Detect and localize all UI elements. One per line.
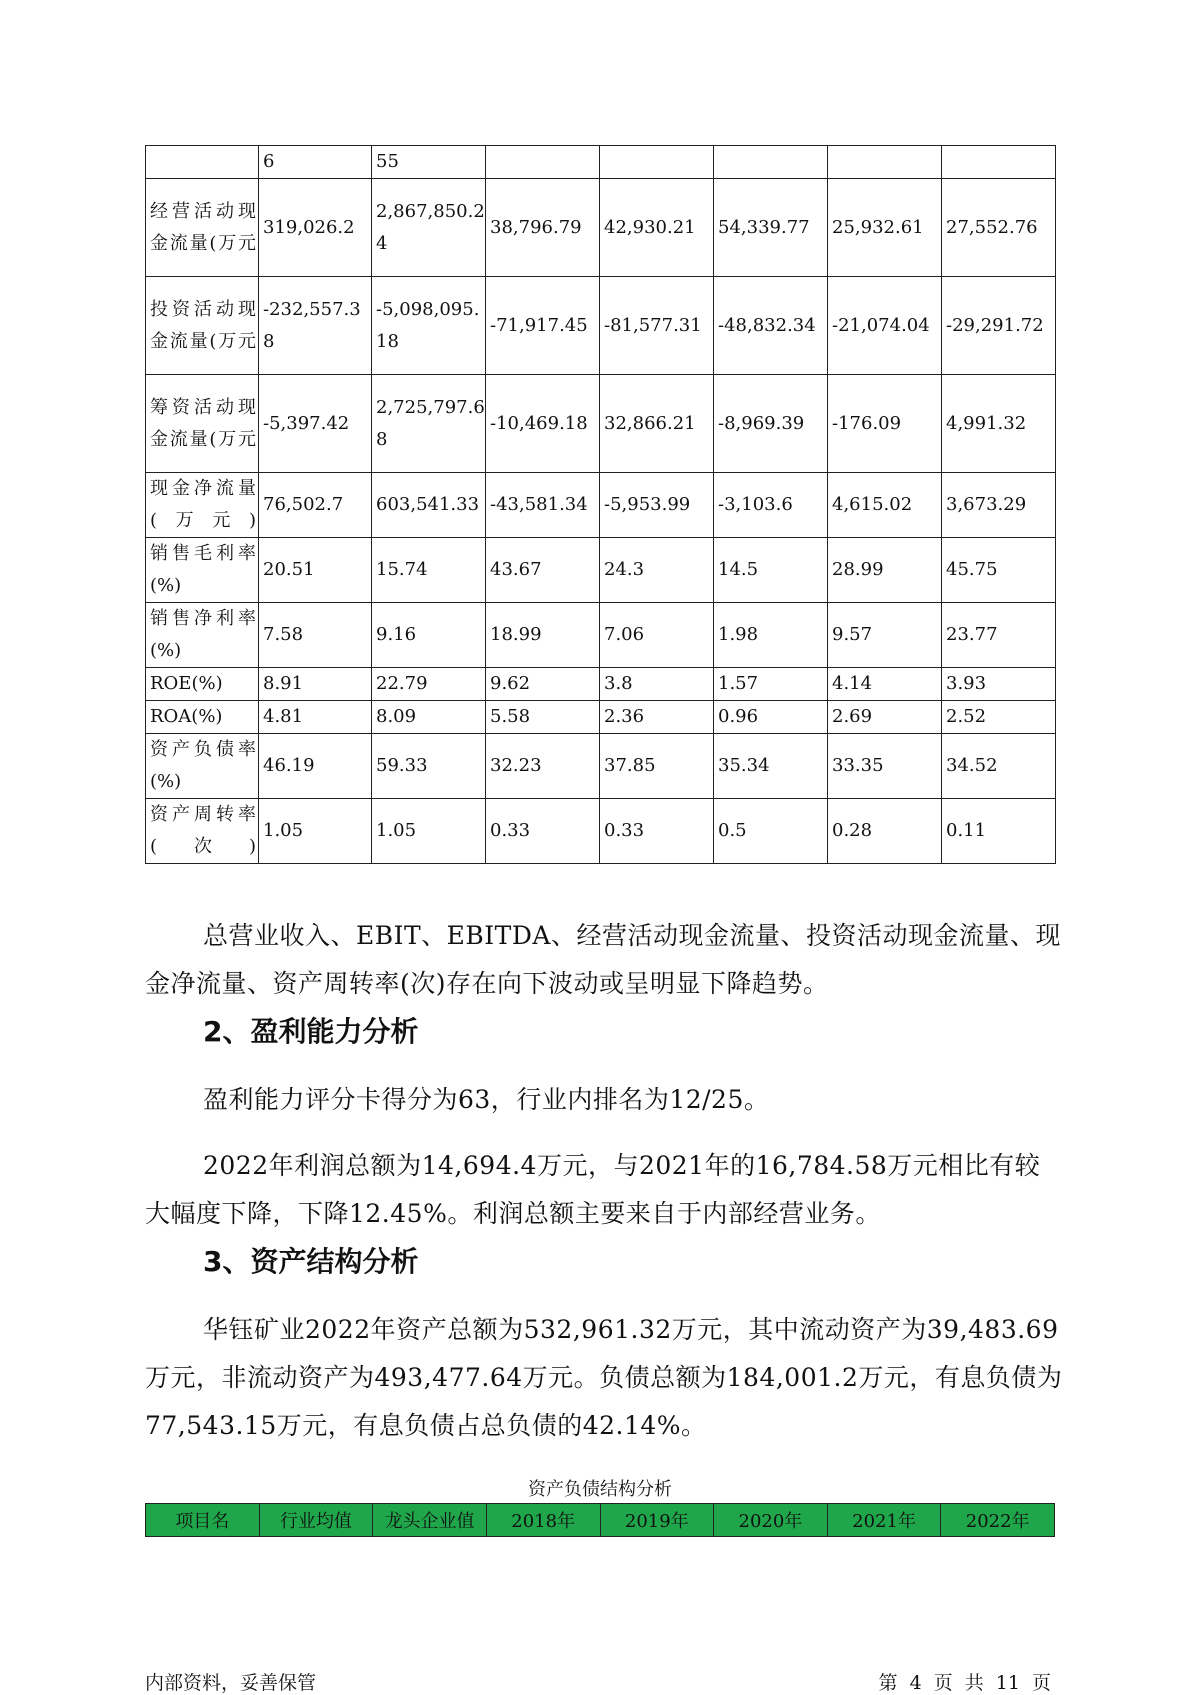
table-cell: 1.98 (714, 603, 828, 668)
table-cell: 4,991.32 (942, 375, 1056, 473)
table-cell: 1.57 (714, 668, 828, 701)
table-cell: -10,469.18 (486, 375, 600, 473)
column-header: 龙头企业值 (373, 1504, 487, 1537)
row-label: 资产负债率(%) (146, 734, 259, 799)
table-cell: 42,930.21 (600, 179, 714, 277)
table-cell: 2.69 (828, 701, 942, 734)
column-header: 项目名 (146, 1504, 260, 1537)
table-cell: 32.23 (486, 734, 600, 799)
table-row (146, 734, 1056, 799)
table-cell: 32,866.21 (600, 375, 714, 473)
footer-page-number: 第 4 页 共 11 页 (878, 1672, 1051, 1694)
table-cell: 2,867,850.24 (372, 179, 486, 277)
table-cell: 23.77 (942, 603, 1056, 668)
table-cell: -8,969.39 (714, 375, 828, 473)
row-label: ROA(%) (146, 701, 259, 734)
table-cell: 37.85 (600, 734, 714, 799)
table-row (146, 799, 1056, 864)
table-row (146, 179, 1056, 277)
row-label: 经营活动现金流量(万元 (146, 179, 259, 277)
table-cell: 0.33 (600, 799, 714, 864)
table-cell: 0.33 (486, 799, 600, 864)
paragraph-asset-structure: 华钰矿业2022年资产总额为532,961.32万元，其中流动资产为39,483.69万元，非流动资产为493,477.64万元。负债总额为184,001.2万元，有息负债为77,543.15万元，有息负债占总负债的42.14%。 (145, 1315, 1063, 1440)
table-cell: -5,953.99 (600, 473, 714, 538)
table-cell: 0.11 (942, 799, 1056, 864)
table-cell: 76,502.7 (259, 473, 372, 538)
table-cell: 34.52 (942, 734, 1056, 799)
table-cell: -5,397.42 (259, 375, 372, 473)
table-cell: -43,581.34 (486, 473, 600, 538)
table-cell: -232,557.38 (259, 277, 372, 375)
row-label: 销售毛利率(%) (146, 538, 259, 603)
table-cell: -3,103.6 (714, 473, 828, 538)
table-cell: 9.57 (828, 603, 942, 668)
table-cell: 35.34 (714, 734, 828, 799)
row-label: 销售净利率(%) (146, 603, 259, 668)
row-label (146, 146, 259, 179)
table-row (146, 603, 1056, 668)
column-header: 行业均值 (259, 1504, 373, 1537)
table-cell: 24.3 (600, 538, 714, 603)
table-cell: 27,552.76 (942, 179, 1056, 277)
table-row (146, 701, 1056, 734)
row-label: 资产周转率(次) (146, 799, 259, 864)
row-label: 筹资活动现金流量(万元 (146, 375, 259, 473)
table-caption: 资产负债结构分析 (528, 1479, 672, 1500)
table-cell: 3.93 (942, 668, 1056, 701)
table-cell: -81,577.31 (600, 277, 714, 375)
table-cell: 28.99 (828, 538, 942, 603)
table-cell: 22.79 (372, 668, 486, 701)
row-label: 投资活动现金流量(万元 (146, 277, 259, 375)
table-cell: 8.09 (372, 701, 486, 734)
column-header: 2019年 (600, 1504, 714, 1537)
column-header: 2022年 (941, 1504, 1055, 1537)
table-cell: 33.35 (828, 734, 942, 799)
section-heading-profitability: 2、盈利能力分析 (203, 1015, 419, 1048)
table-cell: -48,832.34 (714, 277, 828, 375)
table-row (146, 277, 1056, 375)
table-cell: 8.91 (259, 668, 372, 701)
footer-confidential-note: 内部资料，妥善保管 (145, 1672, 317, 1694)
table-cell: 0.28 (828, 799, 942, 864)
table-cell (486, 146, 600, 179)
table-cell: 20.51 (259, 538, 372, 603)
row-label: 现金净流量(万元) (146, 473, 259, 538)
table-cell: -71,917.45 (486, 277, 600, 375)
column-header: 2020年 (714, 1504, 828, 1537)
paragraph-trend: 总营业收入、EBIT、EBITDA、经营活动现金流量、投资活动现金流量、现金净流量、资产周转率(次)存在向下波动或呈明显下降趋势。 (145, 921, 1061, 998)
table-cell: 25,932.61 (828, 179, 942, 277)
column-header: 2021年 (827, 1504, 941, 1537)
table-cell (600, 146, 714, 179)
table-cell: 55 (372, 146, 486, 179)
table-cell: 18.99 (486, 603, 600, 668)
financial-indicators-table (145, 145, 1056, 864)
table-cell: 4.81 (259, 701, 372, 734)
table-cell: 1.05 (372, 799, 486, 864)
table-cell: 9.62 (486, 668, 600, 701)
table-header-row (146, 1504, 1055, 1537)
section-heading-asset-structure: 3、资产结构分析 (203, 1245, 419, 1278)
table-cell: 2.52 (942, 701, 1056, 734)
table-cell: 54,339.77 (714, 179, 828, 277)
table-cell: 4,615.02 (828, 473, 942, 538)
table-cell: 59.33 (372, 734, 486, 799)
table-cell: 3.8 (600, 668, 714, 701)
table-row (146, 473, 1056, 538)
table-cell: 3,673.29 (942, 473, 1056, 538)
table-cell: 5.58 (486, 701, 600, 734)
table-cell: 1.05 (259, 799, 372, 864)
table-cell (942, 146, 1056, 179)
table-cell (828, 146, 942, 179)
table-cell: 2.36 (600, 701, 714, 734)
table-cell: -176.09 (828, 375, 942, 473)
table-cell: 0.5 (714, 799, 828, 864)
table-cell (714, 146, 828, 179)
row-label: ROE(%) (146, 668, 259, 701)
table-row (146, 146, 1056, 179)
table-cell: 0.96 (714, 701, 828, 734)
table-cell: -29,291.72 (942, 277, 1056, 375)
table-row (146, 668, 1056, 701)
table-cell: 7.58 (259, 603, 372, 668)
column-header: 2018年 (486, 1504, 600, 1537)
table-row (146, 375, 1056, 473)
table-row (146, 538, 1056, 603)
table-cell: 38,796.79 (486, 179, 600, 277)
table-cell: 319,026.2 (259, 179, 372, 277)
table-cell: 14.5 (714, 538, 828, 603)
table-cell: 45.75 (942, 538, 1056, 603)
table-cell: -5,098,095.18 (372, 277, 486, 375)
table-cell: 6 (259, 146, 372, 179)
table-cell: 43.67 (486, 538, 600, 603)
table-cell: 4.14 (828, 668, 942, 701)
table-cell: 46.19 (259, 734, 372, 799)
paragraph-profit-score: 盈利能力评分卡得分为63，行业内排名为12/25。 (203, 1085, 770, 1114)
balance-structure-table (145, 1503, 1055, 1537)
table-cell: -21,074.04 (828, 277, 942, 375)
table-cell: 9.16 (372, 603, 486, 668)
paragraph-profit-total: 2022年利润总额为14,694.4万元，与2021年的16,784.58万元相比有较大幅度下降，下降12.45%。利润总额主要来自于内部经营业务。 (145, 1151, 1041, 1228)
table-cell: 2,725,797.68 (372, 375, 486, 473)
table-cell: 7.06 (600, 603, 714, 668)
table-cell: 603,541.33 (372, 473, 486, 538)
table-cell: 15.74 (372, 538, 486, 603)
